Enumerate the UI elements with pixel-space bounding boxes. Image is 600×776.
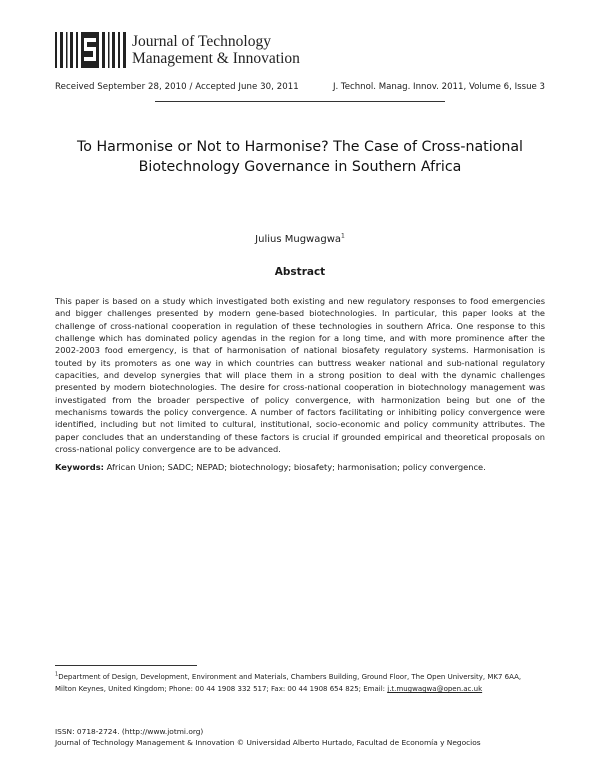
keywords-list: African Union; SADC; NEPAD; biotechnology; biosafety; harmonisation; policy convergence.	[103, 462, 486, 472]
footnote-line1	[55, 671, 545, 683]
footnote-line2-text: Milton Keynes, United Kingdom; Phone: 00 44 1908 332 517; Fax: 00 44 1908 654 825; Email:	[55, 685, 388, 693]
author-name	[0, 234, 600, 245]
article-title	[60, 137, 540, 177]
journal-logo-icon	[55, 30, 129, 70]
journal-name-line1: Journal of Technology	[132, 33, 271, 50]
journal-name	[132, 33, 300, 67]
footnote-divider	[55, 665, 197, 666]
footnote-line2	[55, 683, 545, 695]
journal-name-line2: Management & Innovation	[132, 50, 300, 67]
author-footnote-marker[interactable]: 1	[341, 232, 345, 240]
abstract-heading: Abstract	[274, 266, 326, 278]
title-line2: Biotechnology Governance in Southern Africa	[138, 159, 462, 175]
received-accepted-dates: Received September 28, 2010 / Accepted June 30, 2011	[55, 82, 299, 92]
title-line1: To Harmonise or Not to Harmonise? The Case of Cross-national	[77, 139, 523, 155]
journal-citation: J. Technol. Manag. Innov. 2011, Volume 6, Issue 3	[332, 82, 545, 92]
abstract-body: This paper is based on a study which investigated both existing and new regulatory responses to food emergencies and bigger challenges presented by modern gene-based biotechnologies. In particular, this paper looks at the challenge of cross-national cooperation in regulation of these technologies in southern Africa. One response to this challenge which has dominated policy agendas in the region for a long time, and with more prominence after the 2002-2003 food emergency, is that of harmonisation of national biosafety regulatory systems. Harmonisation is touted by its promoters as one way in which countries can buttress weaker national and sub-national regulatory capacities, and develop synergies that will place them in a strong position to deal with the dynamic challenges presented by modern biotechnologies. The desire for cross-national cooperation in biotechnology management was investigated from the broader perspective of policy convergence, with harmonization being but one of the mechanisms towards the policy convergence. A number of factors facilitating or inhibiting policy convergence were identified, including but not limited to cultural, institutional, socio-economic and policy community attributes. The paper concludes that an understanding of these factors is crucial if grounded empirical and theoretical proposals on cross-national policy convergence are to be advanced.	[55, 296, 545, 455]
keywords-label: Keywords:	[55, 462, 104, 472]
publisher-line: Journal of Technology Management & Innovation © Universidad Alberto Hurtado, Facultad de Economía y Negocios	[55, 738, 481, 747]
footnote-line1-text: Department of Design, Development, Environment and Materials, Chambers Building, Ground Floor, The Open University, MK7 6AA,	[58, 673, 522, 681]
author-affiliation-footnote	[55, 671, 545, 695]
header-divider	[155, 101, 445, 102]
footnote-marker: 1	[55, 671, 59, 678]
author-text: Julius Mugwagwa	[255, 234, 342, 245]
keywords	[55, 461, 545, 473]
issn-line: ISSN: 0718-2724. (http://www.jotmi.org)	[55, 727, 204, 736]
author-email-link[interactable]: j.t.mugwagwa@open.ac.uk	[387, 685, 483, 693]
